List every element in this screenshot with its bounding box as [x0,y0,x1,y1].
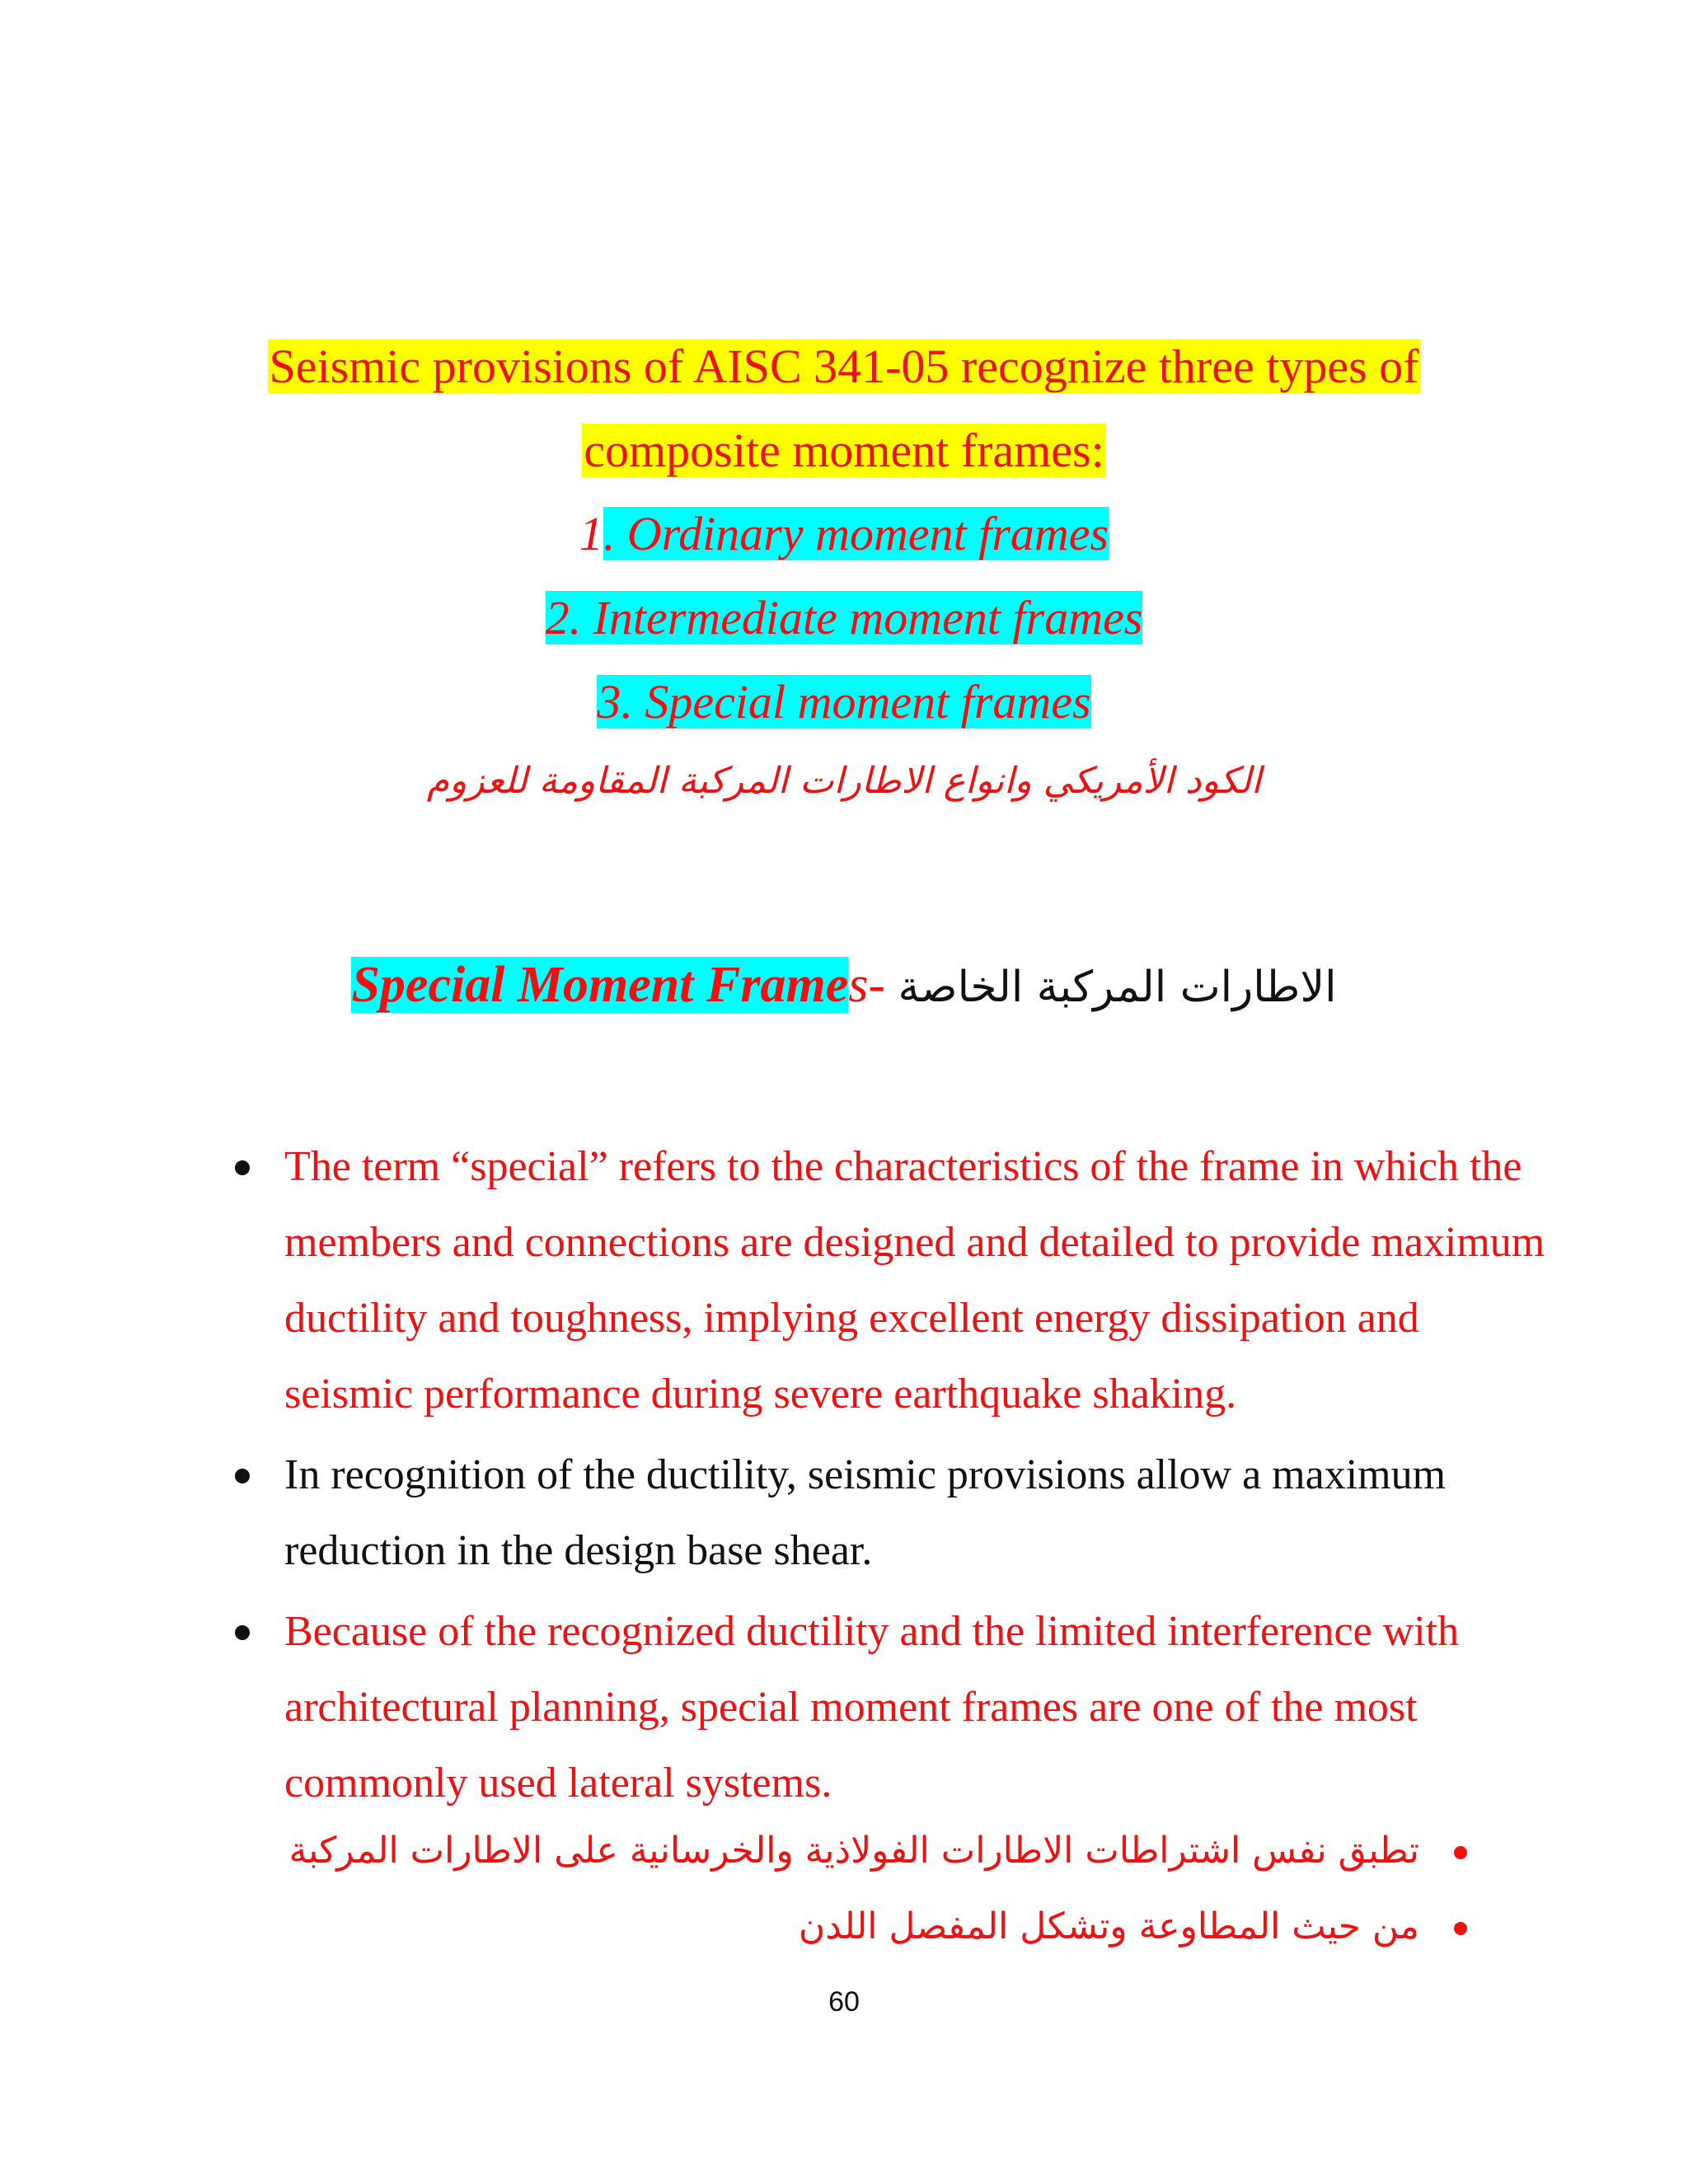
page-number: 60 [828,1986,860,2018]
bullet-3-line-3: commonly used lateral systems. [284,1760,832,1807]
bullet-2-line-1: In recognition of the ductility, seismic provisions allow a maximum [284,1451,1447,1498]
bullet-1-line-4: seismic performance during severe earthquake shaking. [284,1371,1237,1418]
frame-type-3-label: 3. Special moment frames [597,675,1091,729]
bullet-item-special [235,1129,1603,1432]
arabic-bullet-1-text: تطبق نفس اشتراطات الاطارات الفولاذية والخرسانية على الاطارات المركبة [288,1830,1419,1872]
bullet-dot-icon [1454,1922,1467,1935]
section-title [0,952,1688,1020]
arabic-bullet-2 [0,1889,1467,1965]
bullet-1-line-2: members and connections are designed and detailed to provide maximum [284,1219,1545,1266]
frame-type-2 [0,588,1688,648]
frame-type-2-label: 2. Intermediate moment frames [545,591,1143,644]
section-title-english: Special Moment Frame [351,957,849,1013]
bullet-3-line-1: Because of the recognized ductility and the limited interference with [284,1608,1460,1655]
bullet-item-common-use [235,1594,1603,1821]
section-title-arabic: الاطارات المركبة الخاصة [898,963,1337,1012]
bullet-dot-icon [235,1469,250,1483]
intro-line-2-text: composite moment frames: [584,424,1104,477]
frame-type-1-label: . Ordinary moment frames [603,507,1109,560]
bullet-item-ductility [235,1437,1603,1589]
section-title-separator: - [868,957,886,1013]
frame-type-1-number: 1 [579,507,603,560]
arabic-subtitle: الكود الأمريكي وانواع الاطارات المركبة المقاومة للعزوم [426,760,1262,802]
arabic-bullet-2-text: من حيث المطاوعة وتشكل المفصل اللدن [798,1905,1419,1947]
intro-line-1-text: Seismic provisions of AISC 341-05 recognize three types of [269,340,1419,393]
intro-line-1 [0,338,1688,396]
frame-type-3 [0,673,1688,732]
bullet-2-line-2: reduction in the design base shear. [284,1527,873,1574]
intro-line-2 [0,422,1688,480]
bullet-1-line-3: ductility and toughness, implying excellent energy dissipation and [284,1295,1419,1342]
arabic-bullet-list [0,1813,1467,1965]
frame-type-1 [0,504,1688,564]
bullet-dot-icon [235,1625,250,1640]
arabic-bullet-1 [0,1813,1467,1889]
bullet-3-line-2: architectural planning, special moment frames are one of the most [284,1684,1418,1731]
bullet-list [235,1129,1603,1826]
bullet-dot-icon [1454,1846,1467,1859]
section-title-tail: s [848,957,869,1013]
bullet-1-line-1: The term “special” refers to the characteristics of the frame in which the [284,1143,1522,1190]
bullet-dot-icon [235,1160,250,1175]
